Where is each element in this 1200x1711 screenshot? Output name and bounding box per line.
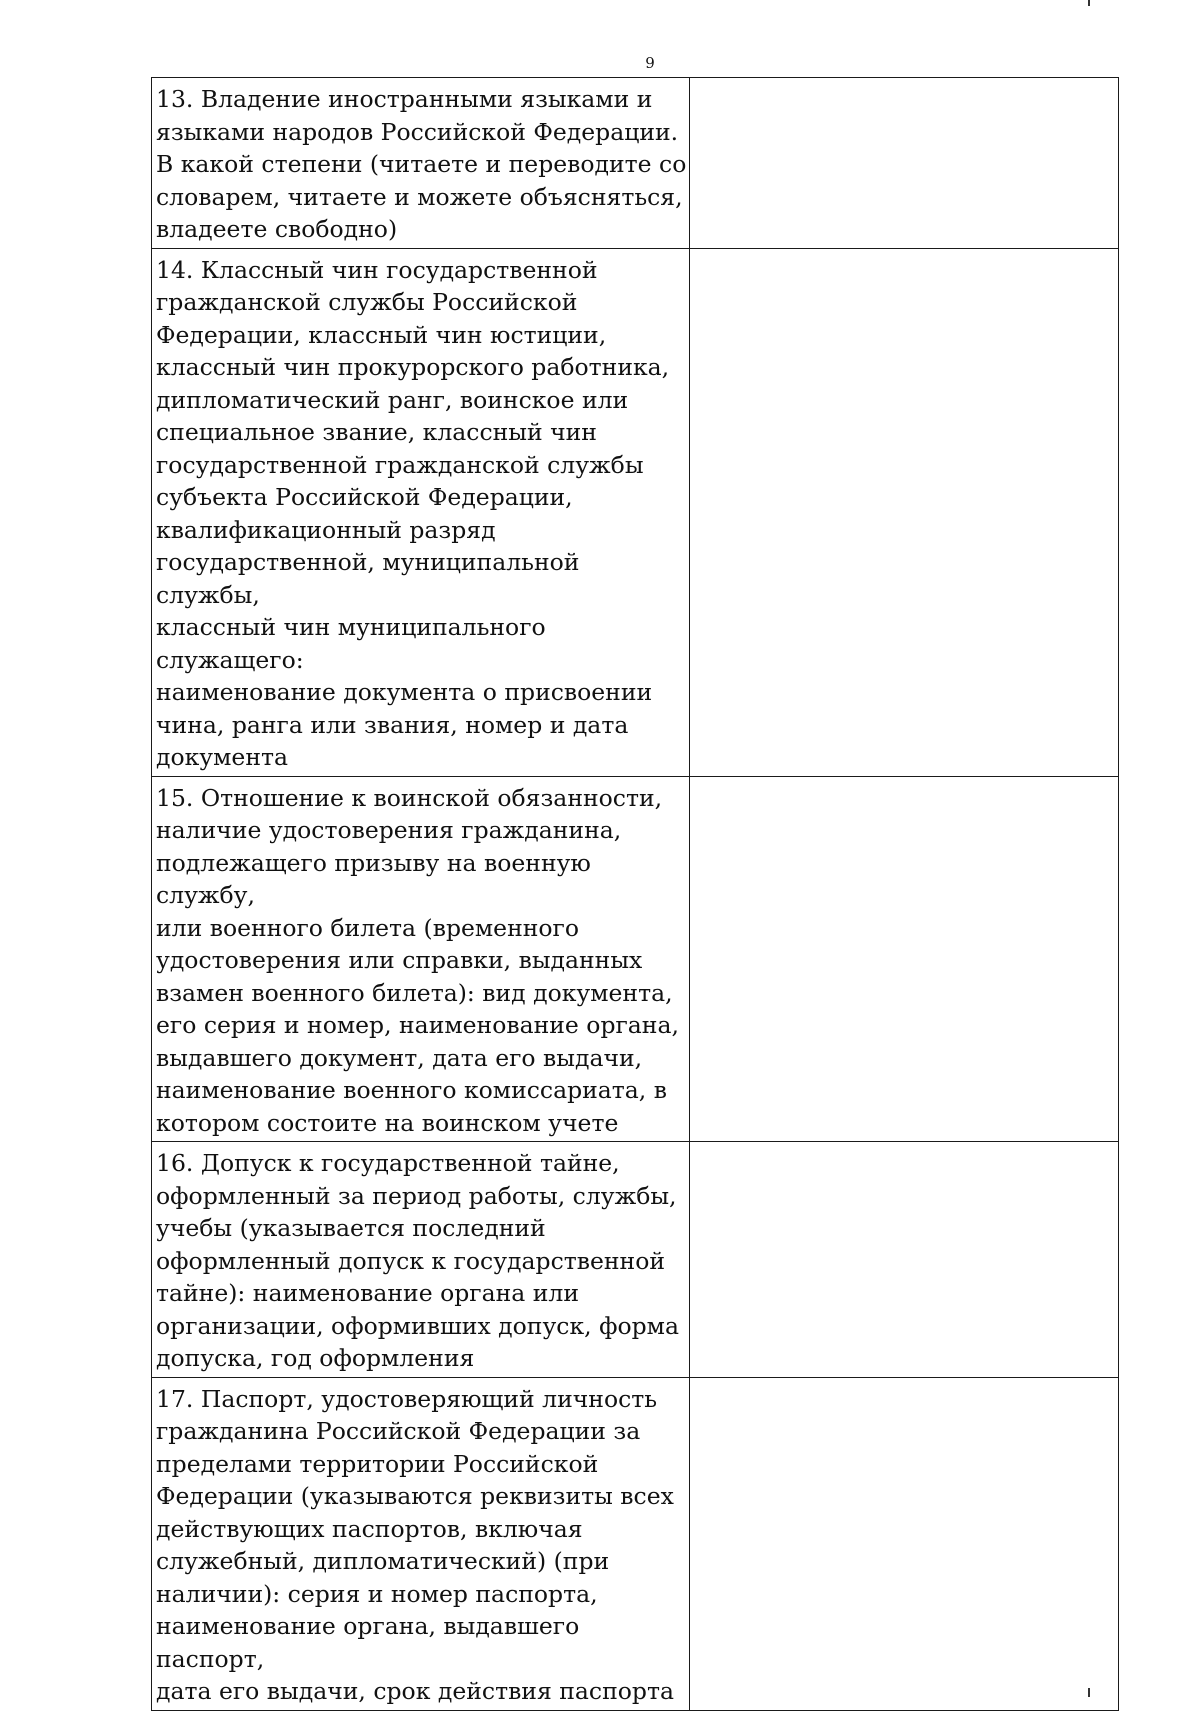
row-label-cell — [152, 248, 690, 776]
scan-mark-top-right — [1088, 0, 1090, 6]
row-label-cell — [152, 78, 690, 249]
questionnaire-table — [151, 77, 1119, 1711]
row-answer-cell[interactable] — [690, 1377, 1119, 1710]
row-answer-text — [690, 777, 1118, 784]
page-number: 9 — [645, 54, 655, 72]
row-answer-text — [690, 1142, 1118, 1149]
row-label-cell — [152, 1377, 690, 1710]
row-label-text: 14. Классный чин государственной гражданской службы Российской Федерации, классный чин юстиции, классный чин прокурорского работника, дипломатический ранг, воинское или специальное звание, классный чин государственной гражданской службы субъекта Российской Федерации, квалификационный разряд государственной, муниципальной службы, классный чин муниципального служащего: наименование документа о присвоении чина, ранга или звания, номер и дата документа — [156, 255, 670, 771]
scan-mark-bottom-right — [1088, 1688, 1090, 1697]
row-answer-cell[interactable] — [690, 1142, 1119, 1378]
row-answer-text — [690, 1378, 1118, 1385]
table-row — [152, 776, 1119, 1142]
row-label-text: 17. Паспорт, удостоверяющий личность гражданина Российской Федерации за пределами территории Российской Федерации (указываются реквизиты всех действующих паспортов, включая служебный, дипломатический) (при наличии): серия и номер паспорта, наименование органа, выдавшего паспорт, дата его выдачи, срок действия паспорта — [156, 1384, 674, 1705]
row-answer-cell[interactable] — [690, 78, 1119, 249]
row-answer-cell[interactable] — [690, 776, 1119, 1142]
row-label-cell — [152, 1142, 690, 1378]
row-answer-cell[interactable] — [690, 248, 1119, 776]
row-label-text: 15. Отношение к воинской обязанности, наличие удостоверения гражданина, подлежащего призыву на военную службу, или военного билета (временного удостоверения или справки, выданных взамен военного билета): вид документа, его серия и номер, наименование органа, выдавшего документ, дата его выдачи, наименование военного комиссариата, в котором состоите на воинском учете — [156, 783, 679, 1137]
row-label-cell — [152, 776, 690, 1142]
row-label-text: 13. Владение иностранными языками и языками народов Российской Федерации. В какой степени (читаете и переводите со словарем, читаете и можете объясняться, владеете свободно) — [156, 85, 687, 243]
table-row — [152, 248, 1119, 776]
table-row — [152, 1142, 1119, 1378]
table-row — [152, 1377, 1119, 1710]
row-answer-text — [690, 249, 1118, 256]
table-row — [152, 78, 1119, 249]
row-answer-text — [690, 78, 1118, 85]
row-label-text: 16. Допуск к государственной тайне, оформленный за период работы, службы, учебы (указывается последний оформленный допуск к государственной тайне): наименование органа или организации, оформивших допуск, форма допуска, год оформления — [156, 1149, 679, 1372]
